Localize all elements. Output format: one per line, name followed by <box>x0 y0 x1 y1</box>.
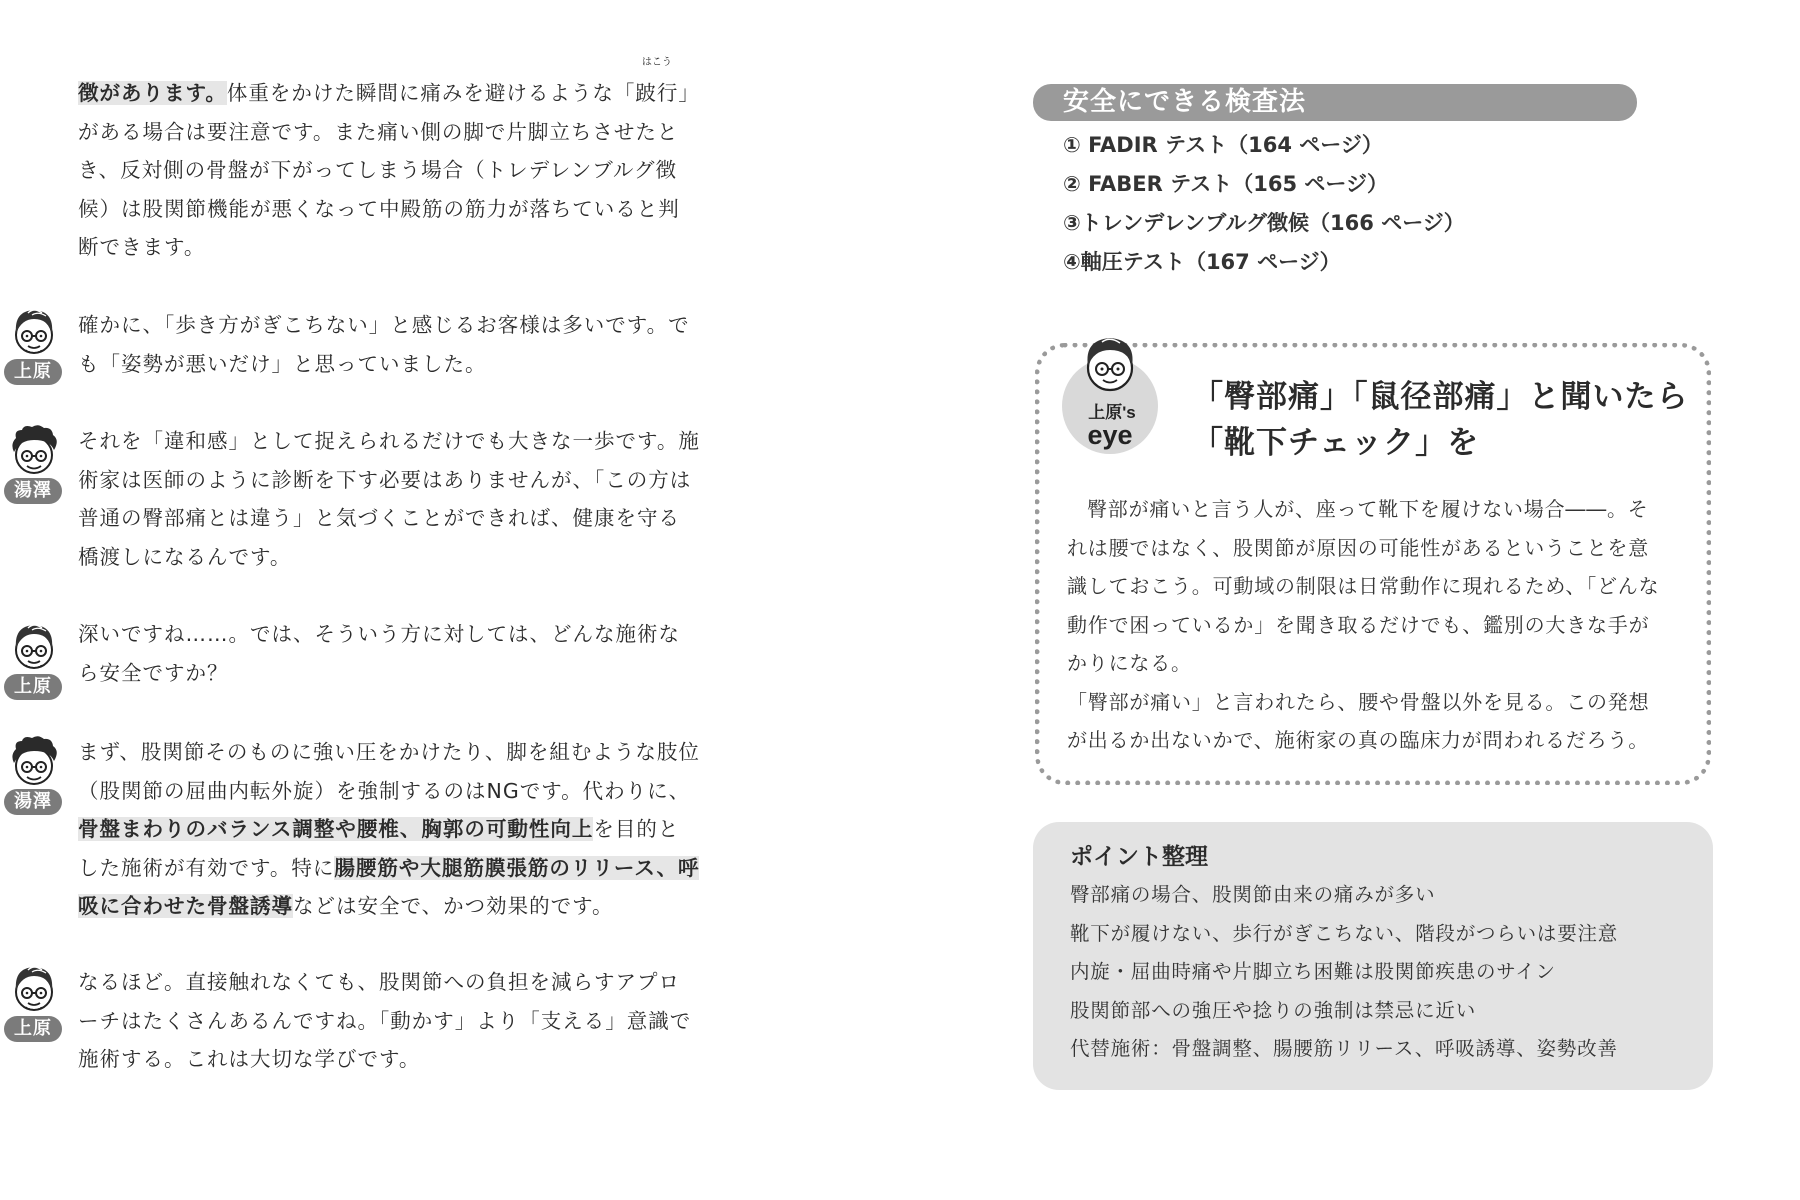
dialogue-text <box>78 733 700 926</box>
highlighted-text: 骨盤まわりのバランス調整や腰椎、胸郭の可動性向上 <box>78 817 594 841</box>
speaker-avatar-uehara <box>4 620 64 704</box>
speaker-name-badge: 上原 <box>4 359 62 385</box>
list-item: 内旋・屈曲時痛や片脚立ち困難は股関節疾患のサイン <box>1070 960 1556 983</box>
eye-title-line: 「臀部痛」「鼠径部痛」と聞いたら <box>1192 379 1689 415</box>
speaker-name-badge: 湯澤 <box>4 789 62 815</box>
eye-badge-line2: eye <box>1087 420 1133 450</box>
intro-paragraph <box>78 57 700 267</box>
eye-body <box>1067 490 1667 760</box>
dialogue-text: 確かに、「歩き方がぎこちない」と感じるお客様は多いです。でも「姿勢が悪いだけ」と思っていました。 <box>78 313 690 376</box>
speaker-name-badge: 上原 <box>4 1016 62 1042</box>
list-item: ① FADIR テスト（164 ページ） <box>1063 133 1383 157</box>
uehara-face-icon <box>8 620 60 676</box>
uehara-eye-badge-icon <box>1060 322 1164 460</box>
dialogue-text-part: まず、股関節そのものに強い圧をかけたり、脚を組むような肢位（股関節の屈曲内転外旋）を強制するのはNGです。代わりに、 <box>78 740 700 803</box>
eye-title-line: 「靴下チェック」を <box>1192 425 1480 461</box>
list-item: 靴下が履けない、歩行がぎこちない、階段がつらいは要注意 <box>1070 921 1619 945</box>
list-item: 股関節部への強圧や捻りの強制は禁忌に近い <box>1070 998 1477 1022</box>
yuzawa-face-icon <box>8 424 60 480</box>
speaker-avatar-uehara <box>4 305 64 389</box>
highlighted-text: 腸腰筋や大腿筋膜張筋のリリース、呼吸に合わせた骨盤誘導 <box>78 855 700 918</box>
eye-title <box>1192 374 1689 466</box>
speaker-avatar-yuzawa <box>4 735 64 819</box>
speaker-name-badge: 湯澤 <box>4 478 62 504</box>
point-title: ポイント整理 <box>1070 844 1208 870</box>
intro-text-1: 体重をかけた瞬間に痛みを避けるような「 <box>226 81 636 105</box>
dialogue-text: それを「違和感」として捉えられるだけでも大きな一歩です。施術家は医師のように診断を下す必要はありませんが、「この方は普通の臀部痛とは違う」と気づくことができれば、健康を守る橋渡しになるんです。 <box>78 429 700 569</box>
eye-badge-line1: 上原's <box>1088 403 1136 422</box>
uehara-face-icon <box>8 305 60 361</box>
point-list <box>1070 876 1618 1069</box>
eye-paragraph: 「臀部が痛い」と言われたら、腰や骨盤以外を見る。この発想が出るか出ないかで、施術家の真の臨床力が問われるだろう。 <box>1067 689 1650 752</box>
uehara-face-icon <box>8 962 60 1018</box>
dialogue-text-part: を目的とした施術が有効です。特に <box>78 817 680 880</box>
section-title-bar: 安全にできる検査法 <box>1033 84 1637 121</box>
speaker-avatar-uehara <box>4 962 64 1046</box>
list-item: 臀部痛の場合、股関節由来の痛みが多い <box>1070 883 1436 906</box>
dialogue-text: なるほど。直接触れなくても、股関節への負担を減らすアプローチはたくさんあるんですね。「動かす」より「支える」意識で施術する。これは大切な学びです。 <box>78 970 692 1071</box>
speaker-avatar-yuzawa <box>4 424 64 508</box>
yuzawa-face-icon <box>8 735 60 791</box>
list-item: ③トレンデレンブルグ徴候（166 ページ） <box>1063 211 1465 235</box>
ruby-word <box>635 57 679 113</box>
list-item: 代替施術：骨盤調整、腸腰筋リリース、呼吸誘導、姿勢改善 <box>1070 1037 1618 1060</box>
right-page <box>900 0 1800 1200</box>
dialogue-text: 深いですね……。では、そういう方に対しては、どんな施術なら安全ですか？ <box>78 622 680 685</box>
speaker-name-badge: 上原 <box>4 674 62 700</box>
list-item: ④軸圧テスト（167 ページ） <box>1063 250 1341 274</box>
list-item: ② FABER テスト（165 ページ） <box>1063 172 1388 196</box>
ruby-reading: はこう <box>641 57 672 68</box>
eye-paragraph: 臀部が痛いと言う人が、座って靴下を履けない場合――。それは腰ではなく、股関節が原因の可能性があるということを意識しておこう。可動域の制限は日常動作に現れるため、「どんな動作で困っているか」を聞き取るだけでも、鑑別の大きな手がかりになる。 <box>1067 497 1660 675</box>
highlighted-text: 徴があります。 <box>78 81 227 105</box>
ruby-base: 跛行 <box>635 81 679 105</box>
dialogue-text-part: などは安全で、かつ効果的です。 <box>293 894 614 918</box>
test-list <box>1063 126 1465 282</box>
intro-text-2: 」がある場合は要注意です。また痛い側の脚で片脚立ちさせたとき、反対側の骨盤が下がってしまう場合（トレデレンブルグ徴候）は股関節機能が悪くなって中殿筋の筋力が落ちていると判断できます。 <box>78 81 700 259</box>
